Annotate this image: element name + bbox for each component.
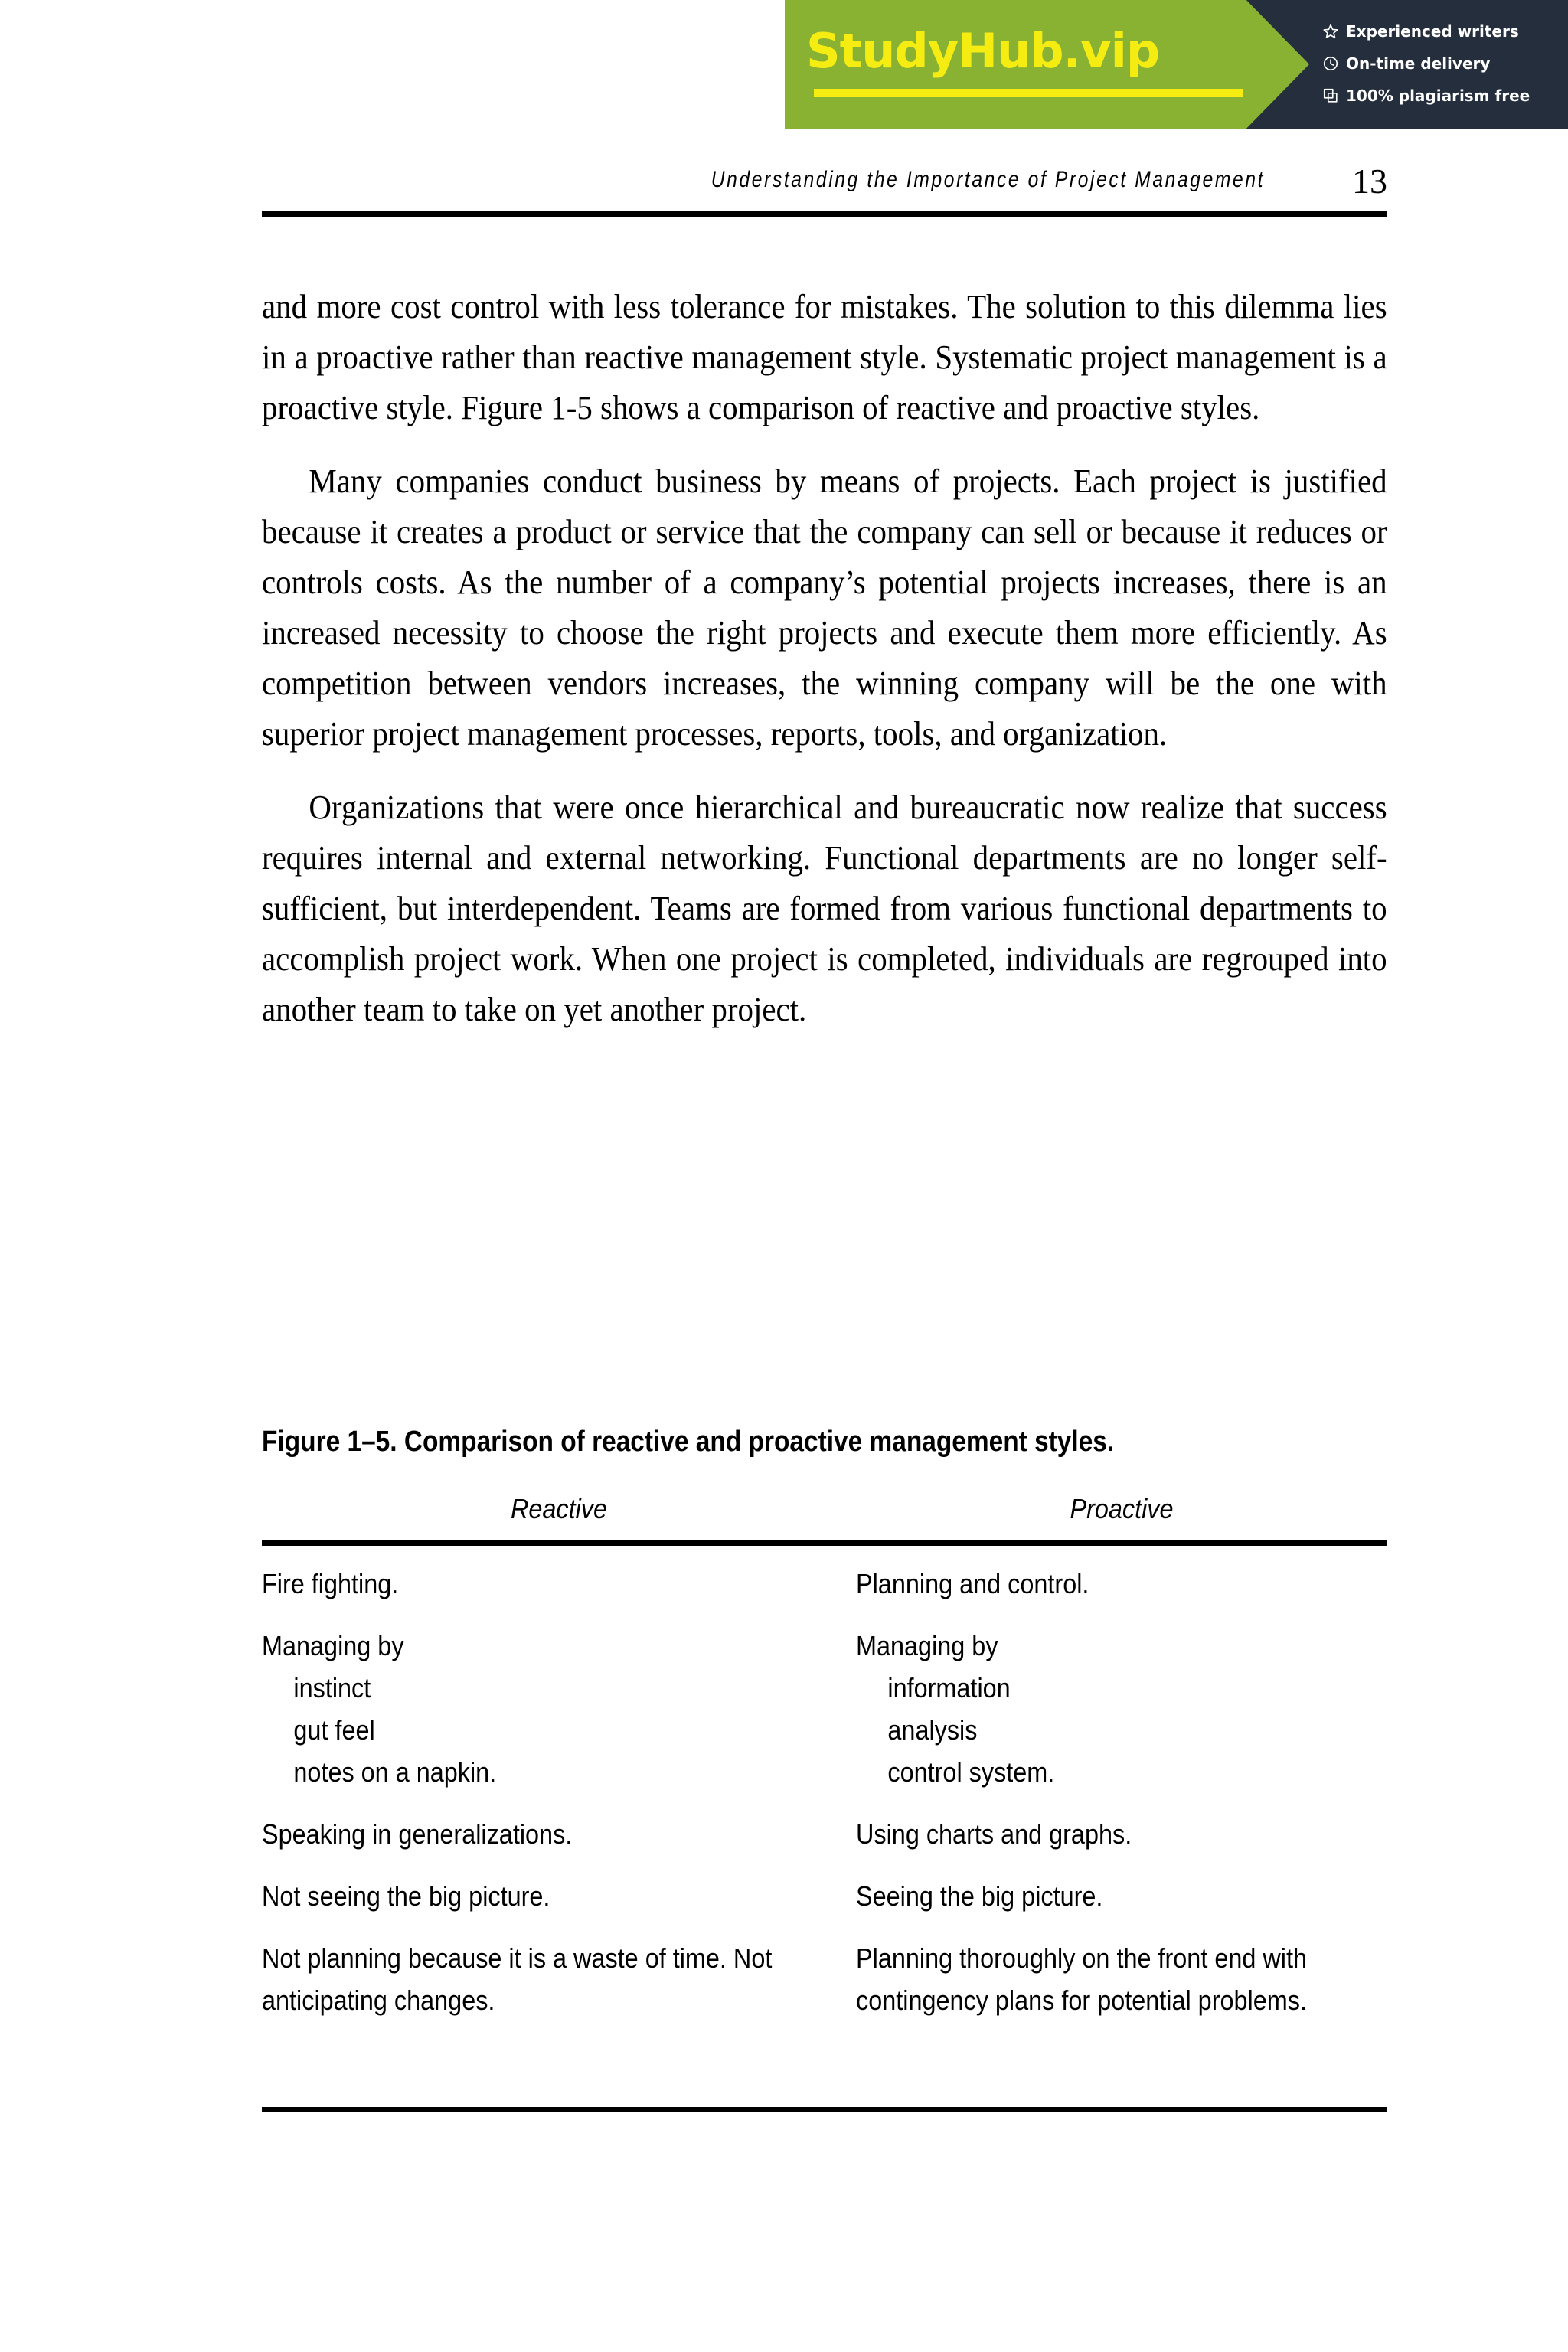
table-row (262, 1625, 1387, 1793)
cell-sub-item: analysis (887, 1714, 978, 1746)
cell-main-text: Fire fighting. (262, 1568, 399, 1599)
banner-feature-list (1321, 15, 1568, 112)
table-row (262, 1813, 1387, 1855)
cell-main-text: Not planning because it is a waste of time. Not anticipating changes. (262, 1942, 773, 2016)
column-header-proactive: Proactive (1070, 1493, 1174, 1524)
star-icon (1321, 21, 1341, 41)
comparison-table (262, 1493, 1387, 2041)
feature-label: 100% plagiarism free (1346, 87, 1530, 105)
table-cell-proactive (856, 1875, 1334, 1917)
cell-main-text: Planning and control. (856, 1568, 1089, 1599)
figure-caption: Figure 1–5. Comparison of reactive and proactive management styles. (262, 1426, 1115, 1458)
studyhub-watermark-banner (785, 0, 1568, 129)
cell-sub-item: control system. (887, 1756, 1055, 1788)
body-paragraph: and more cost control with less tolerance for mistakes. The solution to this dilemma lies in a proactive rather than reactive management style. Systematic project management is a proactive style. Figure 1-5 shows a comparison of reactive and proactive styles. (262, 288, 1387, 426)
cell-main-text: Speaking in generalizations. (262, 1818, 573, 1850)
cell-sub-item: information (887, 1672, 1011, 1704)
page-number: 13 (1352, 162, 1387, 201)
feature-item-plagiarism-free (1321, 80, 1568, 112)
feature-item-experienced-writers (1321, 15, 1568, 47)
studyhub-logo-text: StudyHub.vip (806, 23, 1160, 79)
header-rule (262, 211, 1387, 217)
feature-label: Experienced writers (1346, 22, 1519, 41)
table-cell-proactive (856, 1563, 1334, 1605)
body-text-column (262, 282, 1387, 1058)
copy-icon (1321, 86, 1341, 106)
table-cell-reactive (262, 1937, 796, 2021)
table-cell-proactive (856, 1937, 1334, 2021)
cell-sub-item: instinct (293, 1672, 371, 1704)
table-row (262, 1937, 1387, 2021)
cell-main-text: Using charts and graphs. (856, 1818, 1132, 1850)
table-cell-proactive (856, 1813, 1334, 1855)
cell-sub-item: gut feel (293, 1714, 375, 1746)
running-header (262, 162, 1387, 207)
table-cell-proactive (856, 1625, 1334, 1793)
cell-main-text: Managing by (262, 1630, 404, 1661)
table-body (262, 1546, 1387, 2021)
table-row (262, 1563, 1387, 1605)
column-header-reactive: Reactive (510, 1493, 608, 1524)
table-bottom-rule (262, 2107, 1387, 2112)
table-cell-reactive (262, 1563, 796, 1605)
body-paragraph: Many companies conduct business by means of projects. Each project is justified because it creates a product or service that the company can sell or because it reduces or controls costs. As the number of a company’s potential projects increases, there is an increased necessity to choose the right projects and execute them more efficiently. As competition between vendors increases, the winning company will be the one with superior project management processes, reports, tools, and organization. (262, 462, 1387, 753)
feature-label: On-time delivery (1346, 54, 1491, 73)
running-header-title: Understanding the Importance of Project Management (710, 167, 1265, 192)
body-paragraph: Organizations that were once hierarchical and bureaucratic now realize that success requires internal and external networking. Functional departments are no longer self-sufficient, but interdependent. Teams are formed from various functional departments to accomplish project work. When one project is completed, individuals are regrouped into another team to take on yet another project. (262, 789, 1387, 1028)
cell-sub-item: notes on a napkin. (293, 1756, 497, 1788)
table-cell-reactive (262, 1813, 796, 1855)
clock-icon (1321, 54, 1341, 74)
logo-underline (814, 89, 1243, 97)
feature-item-on-time-delivery (1321, 47, 1568, 80)
table-header-row (262, 1493, 1387, 1540)
cell-main-text: Planning thoroughly on the front end with contingency plans for potential problems. (856, 1942, 1308, 2016)
table-top-rule (262, 1540, 1387, 1546)
table-cell-reactive (262, 1875, 796, 1917)
table-row (262, 1875, 1387, 1917)
cell-main-text: Managing by (856, 1630, 998, 1661)
cell-main-text: Seeing the big picture. (856, 1880, 1103, 1912)
cell-main-text: Not seeing the big picture. (262, 1880, 550, 1912)
table-cell-reactive (262, 1625, 796, 1793)
